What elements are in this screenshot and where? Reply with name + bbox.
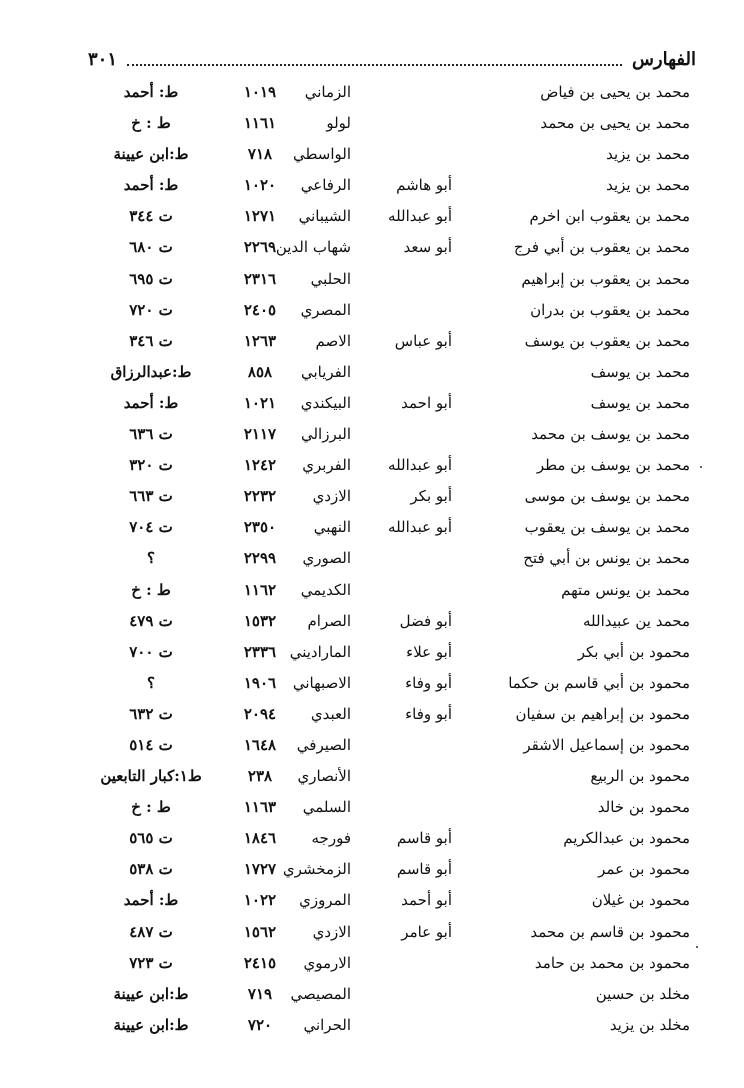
entry-nisba: الزمخشري (282, 860, 351, 879)
entry-number: ٧٢٠ (247, 1015, 273, 1034)
entry-nisba: الواسطي (292, 145, 351, 164)
entry-number: ٢٣٨ (247, 767, 273, 786)
entry-number: ٧١٨ (247, 145, 273, 164)
entry-name: محمد بن يزيد (606, 145, 690, 164)
entry-name: محمود بن عبدالكريم (563, 829, 690, 848)
entry-kunya: أبو وفاء (405, 704, 452, 723)
entry-source: ت ٦٩٥ (129, 269, 173, 288)
entry-kunya: أبو عامر (401, 922, 452, 941)
stray-mark (696, 946, 698, 948)
table-row (0, 294, 744, 325)
entry-name: محمد بن يعقوب بن بدران (530, 300, 690, 319)
entry-number: ١١٦٣ (243, 798, 277, 817)
table-row (0, 449, 744, 480)
entry-number: ١١٦٢ (243, 580, 277, 599)
entry-number: ١١٦١ (243, 114, 277, 133)
entry-source: ت ٣٤٦ (129, 331, 173, 350)
entry-number: ١٢٦٣ (243, 331, 277, 350)
entry-source: ت ٧٢٣ (129, 953, 173, 972)
entry-source: ط: أحمد (123, 393, 179, 412)
entry-nisba: البيكندي (300, 393, 351, 412)
entry-kunya: أبو فضل (399, 611, 452, 630)
entry-number: ١٥٦٢ (243, 922, 277, 941)
entry-nisba: شهاب الدين (275, 238, 351, 257)
entry-name: محمد بن يونس متهم (561, 580, 690, 599)
table-row (0, 138, 744, 169)
entry-nisba: الزماني (304, 83, 351, 101)
table-row (0, 418, 744, 449)
table-row (0, 729, 744, 760)
page-title: الفهارس (631, 48, 696, 70)
entry-name: محمود بن أبي قاسم بن حكما (508, 673, 690, 692)
table-row (0, 791, 744, 822)
entry-nisba: الكديمي (300, 580, 351, 599)
entry-nisba: الفريابي (300, 362, 351, 381)
entry-name: محمد بن يحيى بن محمد (540, 114, 690, 133)
entry-name: محمد بن يوسف (590, 362, 690, 381)
entry-kunya: أبو عبدالله (388, 456, 452, 475)
entry-source: ط: أحمد (123, 891, 179, 910)
entry-name: محمود بن أبي بكر (577, 642, 690, 661)
entry-number: ٧١٩ (247, 984, 273, 1003)
entry-number: ١٧٢٧ (243, 860, 277, 879)
entry-number: ٢٠٩٤ (243, 704, 277, 723)
table-row (0, 760, 744, 791)
entry-number: ١٠٢٠ (243, 176, 277, 195)
entry-nisba: الاصبهاني (292, 673, 351, 692)
entry-name: محمد بن يونس بن أبي فتح (523, 549, 690, 568)
entry-nisba: الحراني (303, 1015, 351, 1034)
entry-name: محمود بن محمد بن حامد (534, 953, 690, 972)
entry-number: ١٥٣٢ (243, 611, 277, 630)
entry-name: محمد بن يزيد (606, 176, 690, 195)
table-row (0, 947, 744, 978)
entry-source: ت ٣٤٤ (129, 207, 173, 226)
entry-kunya: أبو هاشم (396, 176, 452, 195)
entry-nisba: الحلبي (310, 269, 351, 288)
entry-source: ط : خ (131, 114, 171, 133)
entry-source: ت ٦٦٣ (129, 487, 173, 506)
table-row (0, 698, 744, 729)
entry-kunya: أبو قاسم (396, 829, 452, 848)
entry-nisba: المروزي (299, 891, 351, 910)
table-row (0, 511, 744, 542)
entry-name: محمد بن يعقوب بن يوسف (524, 331, 690, 350)
table-row (0, 387, 744, 418)
entry-number: ٢٤١٥ (243, 953, 277, 972)
table-row (0, 884, 744, 915)
entry-kunya: أبو عبدالله (388, 207, 452, 226)
entry-number: ١٩٠٦ (243, 673, 277, 692)
entry-nisba: الصوري (302, 549, 351, 568)
entry-source: ط١:كبار التابعين (100, 767, 202, 786)
entry-source: ت ٧٠٠ (129, 642, 173, 661)
dotted-leader (127, 52, 622, 66)
entry-number: ١٨٤٦ (243, 829, 277, 848)
entry-source: ت ٦٣٦ (129, 425, 173, 444)
entry-nisba: فورجه (311, 829, 351, 848)
entry-kunya: أبو سعد (403, 238, 452, 257)
entry-nisba: الصيرفي (296, 735, 351, 754)
entry-name: محمود بن قاسم بن محمد (530, 922, 690, 941)
entry-source: ت ٣٢٠ (129, 456, 173, 475)
entry-source: ت ٦٣٢ (129, 704, 173, 723)
entry-name: محمد بن يحيى بن فياض (540, 83, 690, 101)
entry-name: محمود بن إبراهيم بن سفيان (515, 704, 690, 723)
entry-number: ٢٢٦٩ (243, 238, 277, 257)
table-row (0, 76, 744, 107)
entry-number: ٢٤٠٥ (243, 300, 277, 319)
entry-kunya: أبو أحمد (401, 891, 452, 910)
entry-nisba: الارموي (303, 953, 351, 972)
entry-name: مخلد بن حسين (595, 984, 690, 1003)
entry-name: محمد بن يوسف (590, 393, 690, 412)
entry-name: محمد بن يعقوب بن إبراهيم (521, 269, 690, 288)
table-row (0, 822, 744, 853)
table-row (0, 325, 744, 356)
entry-source: ت ٧٠٤ (129, 518, 173, 537)
entry-kunya: أبو وفاء (405, 673, 452, 692)
table-row (0, 853, 744, 884)
table-row (0, 200, 744, 231)
entry-name: محمد بن يعقوب بن أبي فرج (513, 238, 690, 257)
entry-name: محمود بن خالد (597, 798, 690, 817)
entry-kunya: أبو بكر (410, 487, 452, 506)
entry-number: ٢٣١٦ (243, 269, 277, 288)
entry-number: ١٠١٩ (243, 83, 277, 101)
entry-source: ت ٥٦٥ (129, 829, 173, 848)
entry-nisba: البرزالي (300, 425, 351, 444)
table-row (0, 169, 744, 200)
entry-source: ط:ابن عيينة (113, 1015, 189, 1034)
entry-number: ١٠٢٢ (243, 891, 277, 910)
table-row (0, 356, 744, 387)
entry-nisba: النهبي (313, 518, 351, 537)
entry-number: ٢٣٣٦ (243, 642, 277, 661)
entry-nisba: المصري (300, 300, 351, 319)
page-header (88, 44, 696, 74)
entry-source: ت ٤٨٧ (129, 922, 173, 941)
table-row (0, 231, 744, 262)
entry-source: ط:ابن عيينة (113, 984, 189, 1003)
entry-source: ط: أحمد (123, 83, 179, 101)
stray-mark (700, 466, 702, 468)
table-row (0, 480, 744, 511)
entry-nisba: الاصم (315, 331, 351, 350)
table-row (0, 107, 744, 138)
table-row (0, 1009, 744, 1040)
entry-name: محمود بن إسماعيل الاشقر (523, 735, 690, 754)
entry-number: ٢٢٣٢ (243, 487, 277, 506)
entry-nisba: العبدي (310, 704, 351, 723)
entry-name: محمود بن غيلان (591, 891, 690, 910)
table-row (0, 978, 744, 1009)
entry-name: محمد بن يوسف بن محمد (531, 425, 690, 444)
entry-name: محمد بن يوسف بن موسى (524, 487, 690, 506)
entry-source: ت ٧٢٠ (129, 300, 173, 319)
entry-source: ط : خ (131, 580, 171, 599)
entry-source: ط: أحمد (123, 176, 179, 195)
entry-number: ٨٥٨ (247, 362, 273, 381)
entry-kunya: أبو عباس (394, 331, 452, 350)
entry-nisba: لولو (326, 114, 351, 133)
entry-nisba: الأنصاري (297, 767, 351, 786)
entry-kunya: أبو علاء (406, 642, 452, 661)
entry-number: ٢٢٩٩ (243, 549, 277, 568)
entry-nisba: السلمي (302, 798, 351, 817)
entry-name: محمد بن يوسف بن يعقوب (524, 518, 690, 537)
entry-nisba: الشيباني (298, 207, 351, 226)
entry-name: محمد بن يوسف بن مطر (536, 456, 690, 475)
entry-source: ت ٦٨٠ (129, 238, 173, 257)
index-table (0, 76, 744, 1040)
entry-number: ٢٣٥٠ (243, 518, 277, 537)
entry-number: ٢١١٧ (243, 425, 277, 444)
entry-source: ت ٥٣٨ (129, 860, 173, 879)
entry-nisba: الفربري (302, 456, 351, 475)
entry-source: ط : خ (131, 798, 171, 817)
entry-nisba: الماراديني (289, 642, 351, 661)
table-row (0, 574, 744, 605)
entry-number: ١٦٤٨ (243, 735, 277, 754)
entry-source: ط:ابن عيينة (113, 145, 189, 164)
table-row (0, 916, 744, 947)
entry-source: ط:عبدالرزاق (110, 362, 192, 381)
entry-source: ؟ (147, 673, 155, 692)
entry-source: ؟ (147, 549, 155, 568)
entry-nisba: الصرام (307, 611, 351, 630)
entry-name: محمد ين عبيدالله (582, 611, 690, 630)
entry-source: ت ٤٧٩ (129, 611, 173, 630)
entry-number: ١٠٢١ (243, 393, 277, 412)
entry-nisba: الازدي (312, 487, 351, 506)
page-number: ٣٠١ (88, 48, 118, 70)
entry-number: ١٢٤٢ (243, 456, 277, 475)
entry-nisba: الرفاعي (300, 176, 351, 195)
table-row (0, 667, 744, 698)
entry-kunya: أبو قاسم (396, 860, 452, 879)
entry-name: مخلد بن يزيد (609, 1015, 690, 1034)
entry-nisba: المصيصي (290, 984, 351, 1003)
entry-nisba: الازدي (312, 922, 351, 941)
entry-kunya: أبو احمد (401, 393, 452, 412)
entry-name: محمد بن يعقوب ابن اخرم (529, 207, 690, 226)
entry-number: ١٢٧١ (243, 207, 277, 226)
table-row (0, 542, 744, 573)
table-row (0, 263, 744, 294)
table-row (0, 636, 744, 667)
entry-name: محمود بن عمر (598, 860, 690, 879)
entry-name: محمود بن الربيع (590, 767, 690, 786)
entry-kunya: أبو عبدالله (388, 518, 452, 537)
entry-source: ت ٥١٤ (129, 735, 173, 754)
table-row (0, 605, 744, 636)
